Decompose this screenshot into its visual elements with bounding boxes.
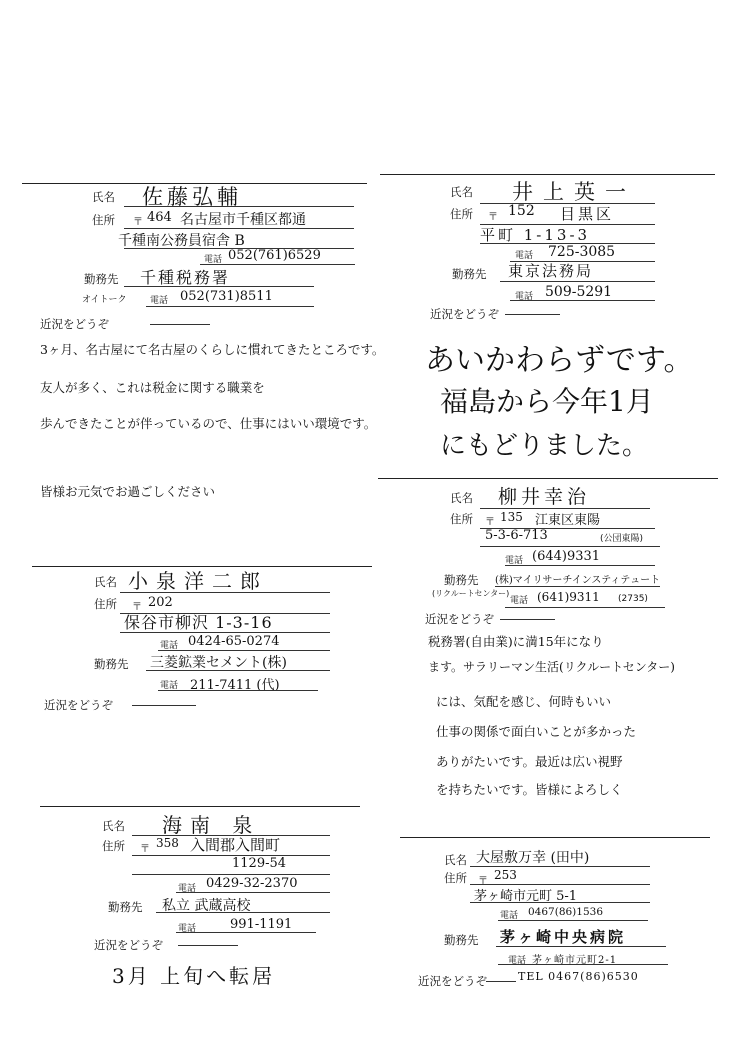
address-label: 住所 (92, 213, 115, 227)
employer-address: 茅ヶ崎市元町2-1 (532, 955, 618, 966)
employer-phone-underline (146, 306, 314, 307)
employer-label: 勤務先 (444, 573, 479, 587)
phone-label: 電話 (178, 884, 197, 894)
note-line: ます。サラリーマン生活(リクルートセンター) (428, 660, 675, 674)
employer-phone-value: 991-1191 (230, 917, 293, 932)
name-underline (470, 866, 650, 867)
employer-label: 勤務先 (452, 267, 487, 281)
name-label: 氏名 (92, 190, 115, 204)
phone-label: 電話 (160, 641, 179, 651)
phone-label: 電話 (505, 556, 524, 566)
note-line: 仕事の関係で面白いことが多かった (436, 724, 637, 739)
employer-phone-value: 509-5291 (545, 284, 613, 300)
name-value: 柳井幸治 (498, 486, 591, 508)
employer-note: (リクルートセンター) (432, 589, 510, 598)
zip-value: 152 (508, 203, 535, 219)
name-value: 井上英一 (512, 180, 636, 204)
name-label: 氏名 (450, 491, 473, 505)
phone-label: 電話 (515, 251, 534, 261)
address-label: 住所 (450, 207, 473, 221)
employer-underline (495, 586, 660, 587)
zip-value: 202 (148, 595, 173, 610)
employer-phone-label: 電話 (508, 956, 527, 966)
note-line: 福島から今年1月 (440, 385, 654, 418)
side-note: オイトーク (82, 295, 127, 305)
card-top-rule (380, 174, 715, 175)
recent-label: 近況をどうぞ (44, 698, 113, 712)
note-line: を持ちたいです。皆様によろしく (436, 782, 623, 797)
address-underline-2 (470, 902, 650, 903)
employer-value: 私立 武蔵高校 (162, 898, 251, 914)
phone-label: 電話 (204, 255, 223, 265)
postal-mark: 〒 (133, 217, 143, 228)
phone-value: 0429-32-2370 (206, 876, 298, 891)
name-value: 大屋敷万幸 (田中) (476, 850, 590, 866)
employer-label: 勤務先 (108, 900, 143, 914)
address-line-1: 保谷市柳沢 1-3-16 (124, 613, 273, 632)
phone-underline (505, 565, 655, 566)
employer-phone-underline (158, 690, 318, 691)
address-line-1: 目黒区 (560, 205, 615, 223)
employer-phone-value: 211-7411 (代) (190, 678, 280, 693)
phone-value: 0424-65-0274 (188, 634, 280, 649)
employer-phone-value: (641)9311 (537, 590, 600, 604)
employer-value: 三菱鉱業セメント(株) (150, 655, 287, 671)
employer-value: 千種税務署 (140, 268, 231, 287)
recent-label: 近況をどうぞ (430, 307, 499, 321)
address-line-1: 名古屋市千種区都通 (180, 212, 306, 228)
recent-underline (500, 619, 555, 620)
name-underline (124, 206, 354, 207)
postal-mark: 〒 (140, 844, 150, 855)
employer-underline (156, 912, 330, 913)
employer-phone-value: 052(731)8511 (180, 289, 273, 304)
address-line-1: 茅ヶ崎市元町 5-1 (474, 889, 578, 904)
employer-address-underline (498, 964, 668, 965)
recent-label: 近況をどうぞ (418, 974, 487, 988)
address-underline-2 (132, 874, 330, 875)
employer-phone-underline (505, 607, 665, 608)
postal-mark: 〒 (485, 517, 495, 528)
address-label: 住所 (94, 597, 117, 611)
employer-underline (500, 281, 655, 282)
note-line: ありがたいです。最近は広い視野 (436, 754, 623, 769)
note-line: 3月 上旬へ転居 (112, 964, 276, 988)
employer-value: (株)マイリサーチインスティテュート (495, 575, 661, 586)
phone-value: (644)9331 (532, 549, 601, 564)
phone-underline (158, 650, 330, 651)
employer-underline (124, 286, 314, 287)
note-line: 友人が多く、これは税金に関する職業を (40, 380, 265, 395)
note-line: 3ヶ月、名古屋にて名古屋のくらしに慣れてきたところです。 (40, 342, 385, 357)
employer-phone-underline (176, 932, 316, 933)
recent-underline (132, 705, 196, 706)
employer-phone-value: TEL 0467(86)6530 (518, 970, 639, 983)
address-line-2: 千種南公務員宿舎 B (118, 233, 245, 249)
address-line-2: 5-3-6-713 (485, 528, 548, 543)
recent-label: 近況をどうぞ (40, 317, 109, 331)
postal-mark: 〒 (132, 602, 142, 613)
address-underline-1 (124, 228, 354, 229)
employer-label: 勤務先 (444, 933, 479, 947)
recent-label: 近況をどうぞ (94, 938, 163, 952)
name-value: 佐藤弘輔 (142, 185, 242, 209)
employer-phone-label: 電話 (150, 296, 169, 306)
phone-underline (498, 920, 648, 921)
note-line: にもどりました。 (440, 431, 649, 461)
employer-phone-label: 電話 (178, 924, 197, 934)
phone-value: 052(761)6529 (228, 248, 321, 263)
address-line-1: 江東区東陽 (535, 513, 601, 528)
postal-mark: 〒 (478, 876, 488, 887)
phone-value: 725-3085 (548, 244, 616, 260)
address-underline-2 (480, 546, 660, 547)
employer-label: 勤務先 (84, 272, 119, 286)
address-note: (公団東陽) (600, 534, 644, 544)
postal-mark: 〒 (488, 212, 498, 223)
address-label: 住所 (444, 871, 467, 885)
name-value: 小泉洋二郎 (128, 569, 268, 593)
employer-underline (146, 670, 330, 671)
name-label: 氏名 (450, 185, 473, 199)
address-underline-2 (120, 632, 330, 633)
employer-phone-label: 電話 (160, 681, 179, 691)
note-line: 歩んできたことが伴っているので、仕事にはいい環境です。 (40, 416, 377, 431)
phone-value: 0467(86)1536 (528, 906, 603, 918)
recent-label: 近況をどうぞ (425, 612, 494, 626)
name-underline (120, 592, 330, 593)
phone-underline (176, 892, 330, 893)
employer-phone-label: 電話 (515, 292, 534, 302)
address-label: 住所 (450, 512, 473, 526)
address-line-2: 1129-54 (232, 856, 287, 871)
address-underline-1 (132, 855, 330, 856)
zip-value: 464 (147, 210, 172, 225)
card-top-rule (400, 837, 710, 838)
employer-value: 茅ヶ崎中央病院 (500, 928, 627, 946)
name-label: 氏名 (444, 853, 467, 867)
zip-value: 135 (500, 510, 523, 524)
name-value: 海南 泉 (162, 813, 261, 837)
card-top-rule (40, 806, 360, 807)
address-line-1: 入間郡入間町 (190, 836, 281, 854)
card-top-rule (378, 478, 718, 479)
recent-underline (178, 945, 238, 946)
name-label: 氏名 (94, 575, 117, 589)
note-line: 皆様お元気でお過ごしください (40, 484, 216, 499)
recent-underline (150, 324, 210, 325)
address-label: 住所 (102, 839, 125, 853)
recent-underline (505, 314, 560, 315)
note-line: には、気配を感じ、何時もいい (436, 694, 612, 709)
zip-value: 358 (156, 836, 179, 850)
employer-label: 勤務先 (94, 657, 129, 671)
employer-phone-underline (510, 300, 655, 301)
zip-value: 253 (494, 868, 517, 882)
name-label: 氏名 (102, 819, 125, 833)
phone-label: 電話 (500, 911, 519, 921)
employer-phone-ext: (2735) (618, 594, 648, 604)
employer-value: 東京法務局 (508, 262, 594, 280)
note-line: あいかわらずです。 (425, 343, 694, 378)
employer-underline (496, 946, 666, 947)
note-line: 税務署(自由業)に満15年になり (428, 634, 604, 649)
employer-phone-label: 電話 (510, 596, 529, 606)
recent-underline (486, 981, 516, 982)
address-line-2: 平町 1-13-3 (480, 226, 591, 244)
